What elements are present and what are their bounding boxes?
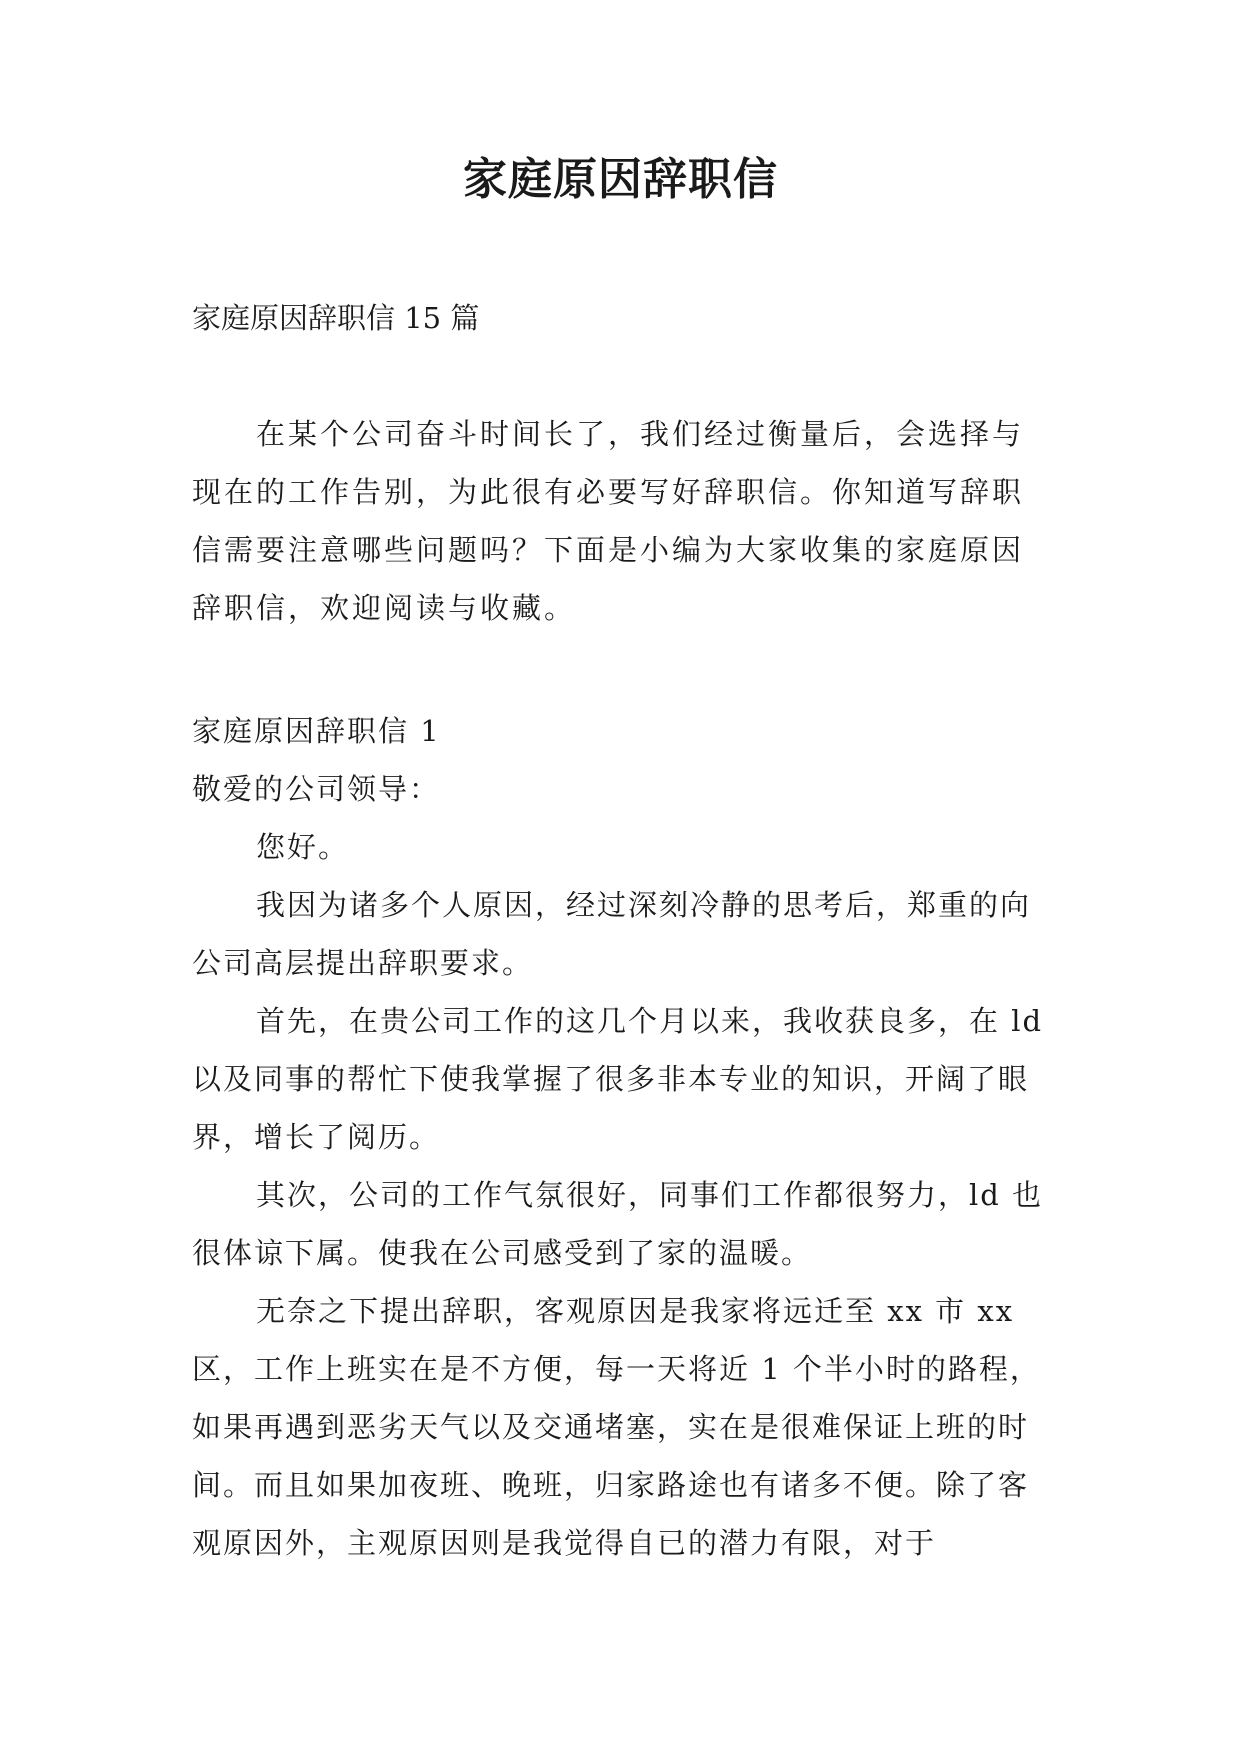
document-title: 家庭原因辞职信 xyxy=(463,154,778,205)
document-subtitle: 家庭原因辞职信 15 篇 xyxy=(192,301,480,335)
letter-paragraph: 我因为诸多个人原因，经过深刻冷静的思考后，郑重的向公司高层提出辞职要求。 xyxy=(192,888,1032,980)
letter-salutation: 敬爱的公司领导： xyxy=(192,772,441,806)
letter-greeting: 您好。 xyxy=(256,830,350,864)
letter-paragraph: 首先，在贵公司工作的这几个月以来，我收获良多，在 ld 以及同事的帮忙下使我掌握了很多非本专业的知识，开阔了眼界，增长了阅历。 xyxy=(192,1004,1044,1154)
intro-paragraph: 在某个公司奋斗时间长了，我们经过衡量后，会选择与现在的工作告别，为此很有必要写好辞职信。你知道写辞职信需要注意哪些问题吗？下面是小编为大家收集的家庭原因辞职信，欢迎阅读与收藏。 xyxy=(192,417,1025,625)
letter-paragraph: 其次，公司的工作气氛很好，同事们工作都很努力，ld 也很体谅下属。使我在公司感受到了家的温暖。 xyxy=(192,1178,1044,1270)
letter-section xyxy=(192,702,1052,1572)
letter-paragraph: 无奈之下提出辞职，客观原因是我家将远迁至 xx 市 xx 区，工作上班实在是不方便，每一天将近 1 个半小时的路程，如果再遇到恶劣天气以及交通堵塞，实在是很难保证上班的时间。而且如果加夜班、晚班，归家路途也有诸多不便。除了客观原因外，主观原因则是我觉得自已的潜力有限，对于 xyxy=(192,1294,1041,1560)
letter-heading: 家庭原因辞职信 1 xyxy=(192,714,441,748)
